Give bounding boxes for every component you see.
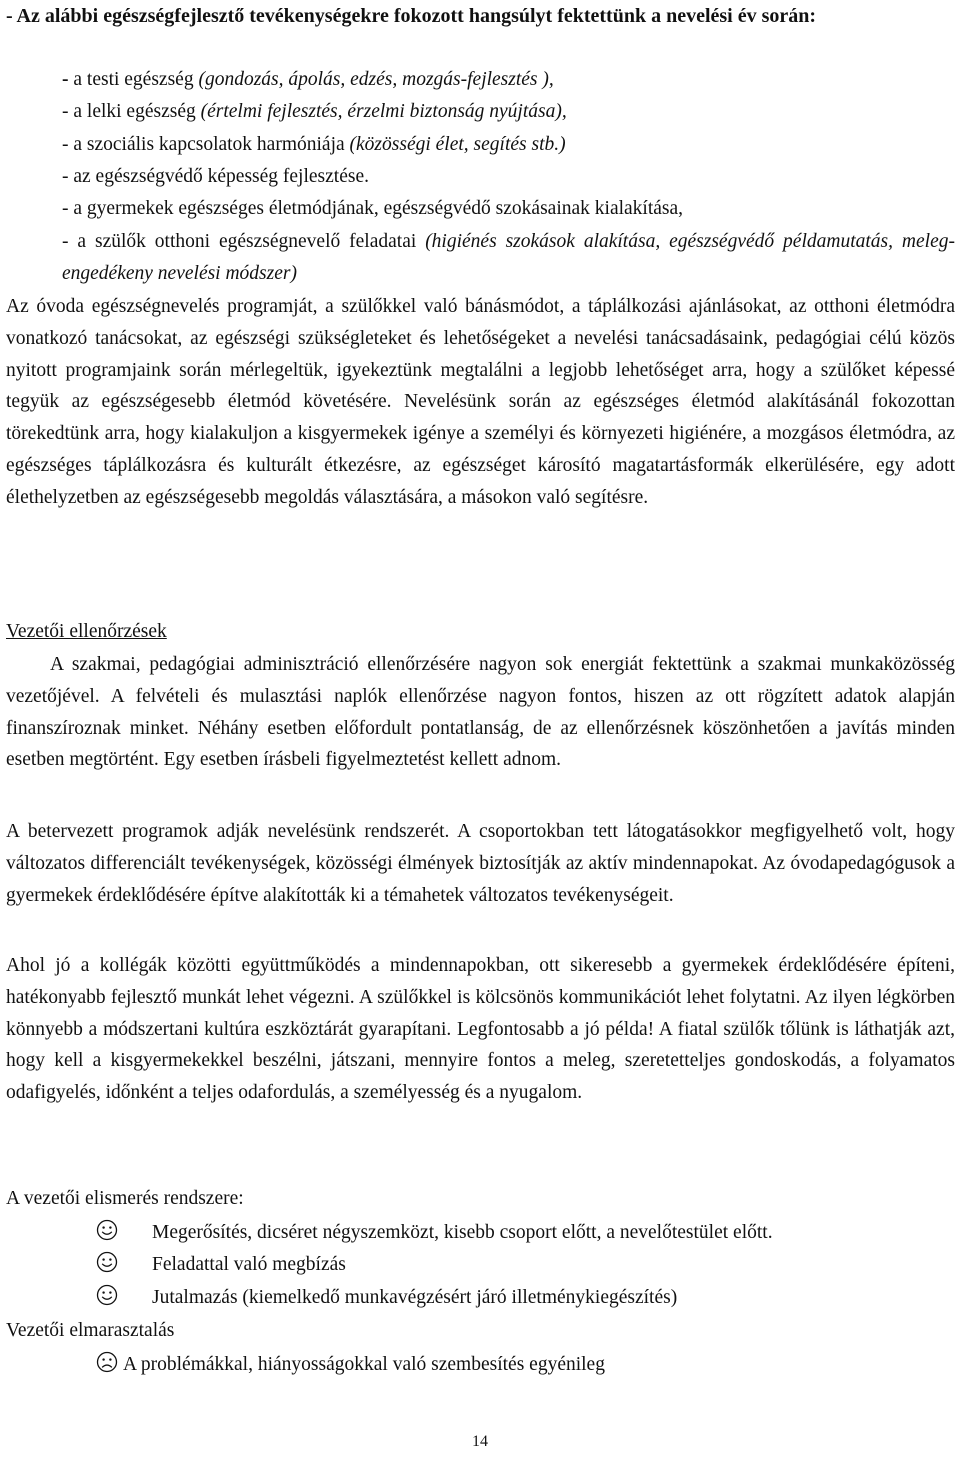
bullet-text: - a lelki egészség xyxy=(62,101,201,122)
bullet-text: - a gyermekek egészséges életmódjának, egészségvédő szokásainak kialakítása, xyxy=(62,198,684,219)
bullet-mental-health xyxy=(62,96,952,128)
reprimand-item-text: A problémákkal, hiányosságokkal való szembesítés egyénileg xyxy=(123,1354,605,1375)
smiley-icon xyxy=(96,1251,118,1273)
recognition-title: A vezetői elismerés rendszere: xyxy=(6,1188,244,1209)
paragraph-cooperation: Ahol jó a kollégák közötti együttműködés a mindennapokban, ott sikeresebb a gyermekek érdeklődésére építeni, hatékonyabb fejlesztő munkát lehet végezni. A szülőkkel is kölcsönös kommunikációt lehet folytatni. Az ilyen légkörben könnyebb a módszertani kultúra eszköztárát gyarapítani. Legfontosabb a jó példa! A fiatal szülők tőlünk is láthatják azt, hogy kell a kisgyermekekkel beszélni, játszani, mennyire fontos a meleg, szeretetteljes gondoskodás, a folyamatos odafigyelés, időnként a teljes odafordulás, a személyesség és a nyugalom. xyxy=(6,955,955,1104)
frowny-icon xyxy=(96,1351,118,1373)
recognition-item xyxy=(96,1249,346,1281)
recognition-item xyxy=(96,1217,773,1249)
bullet-text: - a szülők otthoni egészségnevelő feladatai xyxy=(62,231,426,252)
paragraph-health-program: Az óvoda egészségnevelés programját, a szülőkkel való bánásmódot, a táplálkozási ajánlásokat, az otthoni életmódra vonatkozó tanácsokat, az egészségi szükségleteket és lehetőségeket a nevelési tanácsadásaink, pedagógiai célú közös nyitott programjaink során mérlegeltük, igyekeztünk megtalálni a legjobb lehetőséget arra, hogy a szülőket képessé tegyük az egészségesebb életmód követésére. Nevelésünk során az egészséges életmód alakításánál fokozottan törekedtünk arra, hogy kialakuljon a kisgyermekek igénye a személyi és környezeti higiénére, a mozgásos életmódra, az egészséges táplálkozásra és kulturált étkezésre, az egészséget károsító magatartásformák elkerülésére, egy adott élethelyzetben az egészségesebb megoldás választására, a másokon való segítésre. xyxy=(6,296,955,508)
recognition-item xyxy=(96,1282,678,1314)
bullet-italic: (közösségi élet, segítés stb.) xyxy=(349,134,566,155)
reprimand-title: Vezetői elmarasztalás xyxy=(6,1320,175,1341)
page-number: 14 xyxy=(472,1433,488,1450)
recognition-item-text: Megerősítés, dicséret négyszemközt, kisebb csoport előtt, a nevelőtestület előtt. xyxy=(152,1222,773,1243)
bullet-italic: (értelmi fejlesztés, érzelmi biztonság nyújtása), xyxy=(200,101,567,122)
bullet-physical-health: - a testi egészség (gondozás, ápolás, edzés, mozgás-fejlesztés ), xyxy=(62,69,554,90)
bullet-protection xyxy=(62,161,952,193)
intro-heading: - Az alábbi egészségfejlesztő tevékenységekre fokozott hangsúlyt fektettünk a nevelési év során: xyxy=(6,5,817,27)
bullet-italic: (gondozás, ápolás, edzés, mozgás-fejlesztés ), xyxy=(198,69,554,90)
paragraph-administration: A szakmai, pedagógiai adminisztráció ellenőrzésére nagyon sok energiát fektettünk a szakmai munkaközösség vezetőjével. A felvételi és mulasztási naplók ellenőrzése nagyon fontos, hiszen az ott rögzített adatok alapján finanszíroznak minket. Néhány esetben előfordult pontatlanság, de az ellenőrzésnek köszönhetően a javítás minden esetben megtörtént. Egy esetben írásbeli figyelmeztetést kellett adnom. xyxy=(6,654,955,771)
recognition-item-text: Jutalmazás (kiemelkedő munkavégzésért járó illetménykiegészítés) xyxy=(152,1287,678,1308)
smiley-icon xyxy=(96,1219,118,1241)
bullet-social xyxy=(62,129,952,161)
bullet-text: a testi egészség xyxy=(68,69,199,90)
bullet-text: - a szociális kapcsolatok harmóniája xyxy=(62,134,350,155)
smiley-icon xyxy=(96,1284,118,1306)
recognition-item-text: Feladattal való megbízás xyxy=(152,1254,346,1275)
bullet-parents xyxy=(62,226,955,290)
section-title-inspections: Vezetői ellenőrzések xyxy=(6,621,167,642)
bullet-lifestyle xyxy=(62,193,952,225)
reprimand-item xyxy=(96,1349,605,1381)
bullet-text: - az egészségvédő képesség fejlesztése. xyxy=(62,166,369,187)
bullet-italic: (higiénés szokások alakítása, egészségvédő példamutatás, meleg-engedékeny nevelési módszer) xyxy=(62,231,955,284)
paragraph-programs: A betervezett programok adják nevelésünk rendszerét. A csoportokban tett látogatásokkor megfigyelhető volt, hogy változatos differenciált tevékenységek, közösségi élmények biztosítják az aktív mindennapokat. Az óvodapedagógusok a gyermekek érdeklődésére építve alakították ki a témahetek változatos tevékenységeit. xyxy=(6,821,955,906)
